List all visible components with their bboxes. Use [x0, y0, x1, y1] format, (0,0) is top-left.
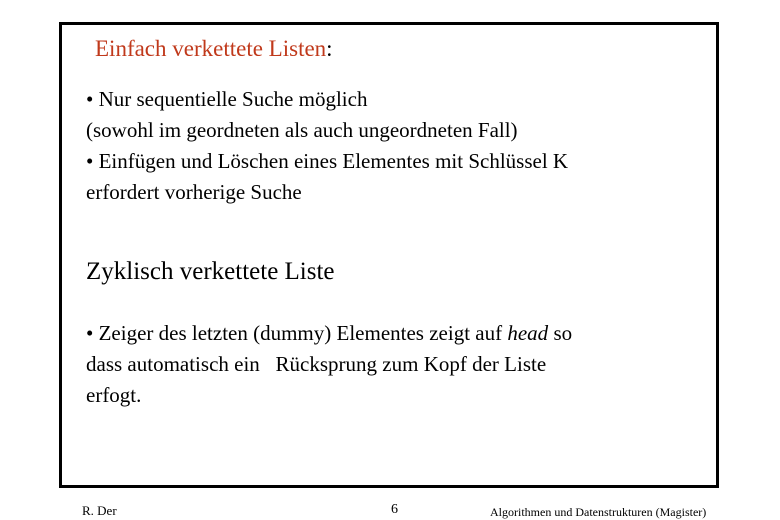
section2-body [86, 318, 572, 411]
section1-body [86, 84, 568, 208]
section2-line-1-start: • Zeiger des letzten (dummy) Elementes zeigt auf [86, 321, 508, 345]
slide-title [95, 36, 333, 62]
section2-line-1-italic: head [507, 321, 549, 345]
slide-title-text: Einfach verkettete Listen [95, 36, 327, 61]
section2-line-2: dass automatisch ein Rücksprung zum Kopf der Liste [86, 352, 547, 376]
slide-title-colon: : [326, 36, 333, 61]
section2-line-1 [86, 318, 572, 349]
section2-line-3: erfogt. [86, 383, 142, 407]
footer-page-number: 6 [391, 502, 398, 517]
section1-line-2: (sowohl im geordneten als auch ungeordneten Fall) [86, 118, 518, 142]
section2-heading: Zyklisch verkettete Liste [86, 258, 335, 285]
section1-line-1: • Nur sequentielle Suche möglich [86, 87, 368, 111]
section1-line-4: erfordert vorherige Suche [86, 180, 302, 204]
footer-author: R. Der [82, 503, 117, 518]
section2-line-1-end: so [548, 321, 573, 345]
section1-line-3: • Einfügen und Löschen eines Elementes mit Schlüssel K [86, 149, 569, 173]
footer-course: Algorithmen und Datenstrukturen (Magister) [490, 505, 707, 519]
